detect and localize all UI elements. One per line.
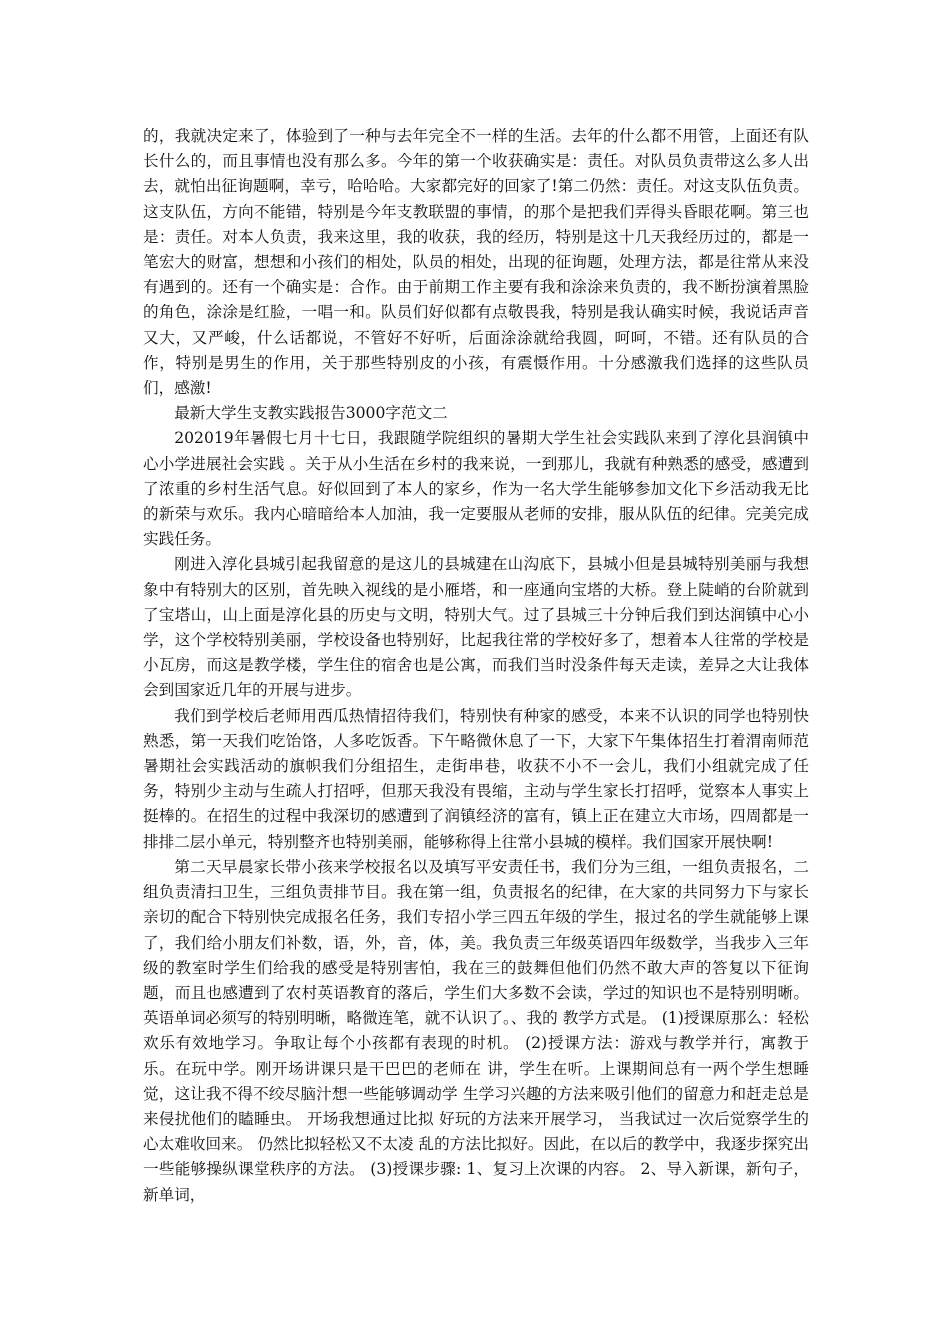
paragraph-teaching: 第二天早晨家长带小孩来学校报名以及填写平安责任书，我们分为三组，一组负责报名，二组负责清扫卫生，三组负责排节目。我在第一组，负责报名的纪律，在大家的共同努力下与家长亲切的配合下特别快完成报名任务，我们专招小学三四五年级的学生，报过名的学生就能够上课了，我们给小朋友们补数，语，外，音，体，美。我负责三年级英语四年级数学，当我步入三年级的教室时学生们给我的感受是特别害怕，我在三的鼓舞但他们仍然不敢大声的答复以下征询题，而且也感遭到了农村英语教育的落后，学生们大多数不会读，学过的知识也不是特别明晰。英语单词必须写的特别明晰，略微连笔，就不认识了。、我的 教学方式是。 (1)授课原那么：轻松欢乐有效地学习。争取让每个小孩都有表现的时机。 (2)授课方法：游戏与教学并行，寓教于乐。在玩中学。刚开场讲课只是干巴巴的老师在 讲，学生在听。上课期间总有一两个学生想睡觉，这让我不得不绞尽脑汁想一些能够调动学 生学习兴趣的方法来吸引他们的留意力和赶走总是来侵扰他们的瞌睡虫。 开场我想通过比拟 好玩的方法来开展学习， 当我试过一次后觉察学生的心太难收回来。 仍然比拟轻松又不太凌 乱的方法比拟好。因此，在以后的教学中，我逐步探究出一些能够操纵课堂秩序的方法。 (3)授课步骤: 1、复习上次课的内容。 2、导入新课，新句子，新单词， [143, 857, 809, 1204]
document-page [143, 124, 809, 1208]
paragraph-arrival: 我们到学校后老师用西瓜热情招待我们，特别快有种家的感受，本来不认识的同学也特别快熟悉，第一天我们吃饴饹，人多吃饭香。下午略微休息了一下，大家下午集体招生打着渭南师范暑期社会实践活动的旗帜我们分组招生，走街串巷，收获不小不一会儿，我们小组就完成了任务，特别少主动与生疏人打招呼，但那天我没有畏缩，主动与学生家长打招呼，觉察本人事实上挺棒的。在招生的过程中我深切的感遭到了润镇经济的富有，镇上正在建立大市场，四周都是一排排二层小单元，特别整齐也特别美丽，能够称得上往常小县城的模样。我们国家开展快啊! [143, 706, 809, 851]
paragraph-continuation: 的，我就决定来了，体验到了一种与去年完全不一样的生活。去年的什么都不用管，上面还有队长什么的，而且事情也没有那么多。今年的第一个收获确实是：责任。对队员负责带这么多人出去，就怕出征询题啊，幸亏，哈哈哈。大家都完好的回家了!第二仍然：责任。对这支队伍负责。这支队伍，方向不能错，特别是今年支教联盟的事情，的那个是把我们弄得头昏眼花啊。第三也是：责任。对本人负责，我来这里，我的收获，我的经历，特别是这十几天我经历过的，都是一笔宏大的财富，想想和小孩们的相处，队员的相处，出现的征询题，处理方法，都是往常从来没有遇到的。还有一个确实是：合作。由于前期工作主要有我和涂涂来负责的，我不断扮演着黑脸的角色，涂涂是红脸，一唱一和。队员们好似都有点敬畏我，特别是我认确实时候，我说话声音又大，又严峻，什么话都说，不管好不好听，后面涂涂就给我圆，呵呵，不错。还有队员的合作，特别是男生的作用，关于那些特别皮的小孩，有震慑作用。十分感激我们选择的这些队员们，感激! [143, 127, 809, 398]
paragraph-county: 刚进入淳化县城引起我留意的是这儿的县城建在山沟底下，县城小但是县城特别美丽与我想象中有特别大的区别，首先映入视线的是小雁塔，和一座通向宝塔的大桥。登上陡峭的台阶就到了宝塔山，山上面是淳化县的历史与文明，特别大气。过了县城三十分钟后我们到达润镇中心小学，这个学校特别美丽，学校设备也特别好，比起我往常的学校好多了，想着本人往常的学校是小瓦房，而这是教学楼，学生住的宿舍也是公寓，而我们当时没条件每天走读，差异之大让我体会到国家近几年的开展与进步。 [143, 555, 809, 700]
paragraph-intro: 202019年暑假七月十七日，我跟随学院组织的暑期大学生社会实践队来到了淳化县润镇中心小学进展社会实践 。关于从小生活在乡村的我来说，一到那儿，我就有种熟悉的感受，感遭到了浓重的乡村生活气息。好似回到了本人的家乡，作为一名大学生能够参加文化下乡活动我无比的新荣与欢乐。我内心暗暗给本人加油，我一定要服从老师的安排，服从队伍的纪律。完美完成实践任务。 [143, 429, 809, 549]
section-heading: 最新大学生支教实践报告3000字范文二 [174, 404, 448, 423]
